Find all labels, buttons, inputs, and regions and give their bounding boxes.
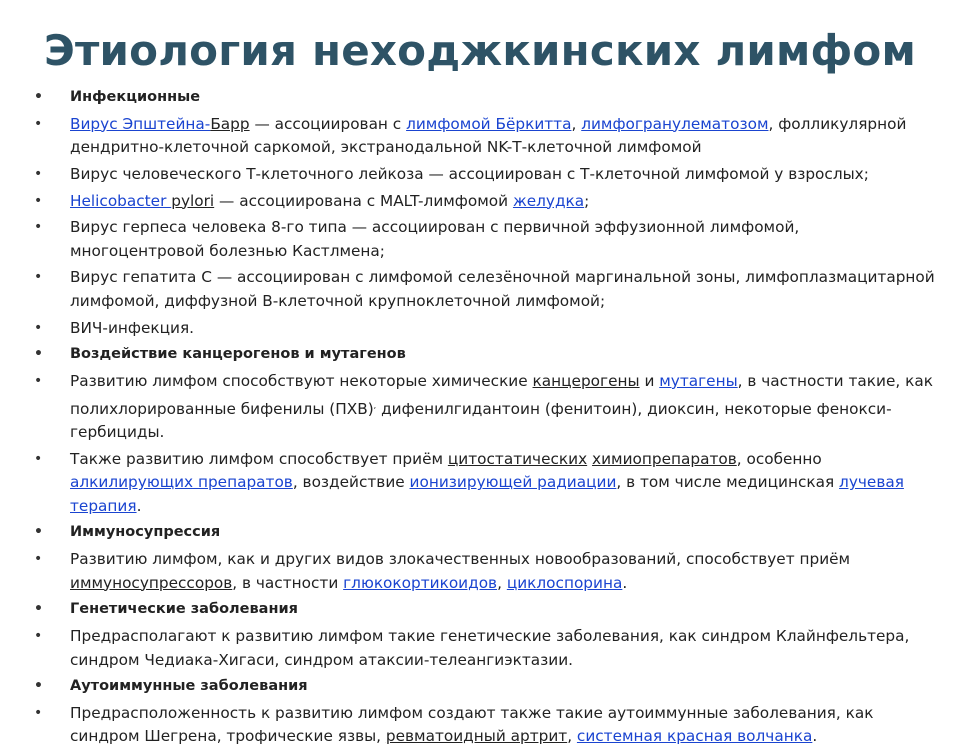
- list-item: [32, 625, 937, 672]
- wiki-link[interactable]: желудка: [512, 191, 585, 210]
- list-item: [32, 548, 937, 595]
- list-item: [32, 113, 937, 160]
- bullet-icon: •: [34, 219, 43, 236]
- bullet-icon: •: [34, 192, 43, 209]
- bullet-icon: •: [34, 551, 43, 568]
- underlined-term[interactable]: pylori: [171, 191, 215, 210]
- list-item: [32, 216, 937, 263]
- wiki-link[interactable]: циклоспорина: [506, 573, 623, 592]
- item-text: ;: [584, 191, 590, 210]
- wiki-link[interactable]: лучевая терапия: [70, 473, 904, 515]
- section-heading: [32, 86, 937, 110]
- item-text: , особенно: [736, 449, 822, 468]
- wiki-link[interactable]: системная красная волчанка: [576, 727, 813, 746]
- superscript-mark: ,: [373, 400, 377, 410]
- underlined-term[interactable]: ревматоидный артрит: [385, 727, 568, 746]
- list-item: [32, 190, 937, 214]
- list-item: [32, 702, 937, 749]
- item-text: Воздействие канцерогенов и мутагенов: [70, 346, 406, 363]
- section-heading: [32, 343, 937, 367]
- item-text: ,: [497, 573, 507, 592]
- bullet-icon: •: [34, 524, 43, 541]
- bullet-icon: •: [34, 450, 43, 467]
- wiki-link[interactable]: алкилирующих препаратов: [70, 473, 293, 492]
- item-text: Развитию лимфом, как и других видов злокачественных новообразований, способствует приём: [70, 550, 851, 569]
- bullet-list: [32, 86, 937, 752]
- wiki-link[interactable]: лимфомой Бёркитта: [406, 114, 572, 133]
- item-text: Иммуносупрессия: [70, 524, 221, 541]
- bullet-icon: •: [34, 346, 43, 363]
- section-heading: [32, 675, 937, 699]
- item-text: Вирус человеческого Т-клеточного лейкоза — ассоциирован с Т-клеточной лимфомой у взрослых;: [70, 164, 869, 183]
- item-text: Развитию лимфом способствуют некоторые химические: [70, 372, 533, 390]
- wiki-link[interactable]: ионизирующей радиации: [409, 473, 617, 492]
- wiki-link[interactable]: лимфогранулематозом: [581, 114, 769, 133]
- bullet-icon: •: [34, 678, 43, 695]
- item-text: .: [622, 573, 628, 592]
- underlined-term[interactable]: иммуносупрессоров: [70, 573, 233, 592]
- item-text: Также развитию лимфом способствует приём: [70, 449, 448, 468]
- item-text: — ассоциирована с MALT-лимфомой: [214, 191, 513, 210]
- bullet-icon: •: [34, 373, 43, 389]
- page-title: Этиология неходжкинских лимфом: [43, 26, 917, 75]
- item-text: Вирус герпеса человека 8-го типа — ассоциирован с первичной эффузионной лимфомой, многоцентровой болезнью Кастлмена;: [70, 218, 800, 260]
- item-text: , в частности: [232, 573, 344, 592]
- item-text: , в частности такие, как полихлорированные бифенилы (ПХВ): [70, 372, 933, 418]
- item-text: ,: [567, 727, 577, 746]
- bullet-icon: •: [34, 269, 43, 286]
- wiki-link[interactable]: Helicobacter: [70, 191, 172, 210]
- bullet-icon: •: [34, 319, 43, 336]
- wiki-link[interactable]: мутагены: [659, 372, 738, 390]
- item-text: ВИЧ-инфекция.: [70, 318, 195, 337]
- list-item: [32, 448, 937, 519]
- section-heading: [32, 598, 937, 622]
- list-item: [32, 317, 937, 341]
- wiki-link[interactable]: глюкокортикоидов: [343, 573, 498, 592]
- underlined-term[interactable]: Барр: [210, 114, 250, 133]
- underlined-term[interactable]: цитостатических: [447, 449, 588, 468]
- bullet-icon: •: [34, 115, 43, 132]
- item-text: , в том числе медицинская: [616, 473, 840, 492]
- wiki-link[interactable]: Вирус Эпштейна-: [70, 114, 211, 133]
- item-text: , фолликулярной дендритно-клеточной саркомой, экстранодальной NK-Т-клеточной лимфомой: [70, 114, 907, 157]
- bullet-icon: •: [34, 704, 43, 721]
- underlined-term[interactable]: канцерогены: [532, 372, 640, 390]
- item-text: Генетические заболевания: [70, 601, 298, 618]
- item-text: Вирус гепатита С — ассоциирован с лимфомой селезёночной маргинальной зоны, лимфоплазмацитарной лимфомой, диффузной В-клеточной крупноклеточной лимфомой;: [70, 268, 935, 310]
- item-text: Аутоиммунные заболевания: [70, 678, 308, 695]
- list-item: [32, 163, 937, 187]
- bullet-icon: •: [34, 628, 43, 645]
- item-text: Предрасположенность к развитию лимфом создают также такие аутоиммунные заболевания, как синдром Шегрена, трофические язвы,: [70, 703, 874, 746]
- list-item: [32, 370, 937, 445]
- bullet-icon: •: [34, 601, 43, 618]
- bullet-icon: •: [34, 165, 43, 182]
- item-text: .: [136, 496, 142, 515]
- item-text: дифенилгидантоин (фенитоин), диоксин, некоторые фенокси-гербициды.: [70, 399, 892, 442]
- underlined-term[interactable]: химиопрепаратов: [592, 449, 737, 468]
- list-item: [32, 266, 937, 313]
- section-heading: [32, 521, 937, 545]
- item-text: , воздействие: [292, 473, 410, 492]
- bullet-icon: •: [34, 89, 43, 105]
- item-text: и: [639, 372, 660, 390]
- item-text: Предрасполагают к развитию лимфом такие генетические заболевания, как синдром Клайнфельтера, синдром Чедиака-Хигаси, синдром атаксии-телеангиэктазии.: [70, 627, 910, 669]
- item-text: .: [812, 727, 818, 746]
- item-text: — ассоциирован с: [249, 114, 407, 133]
- item-text: Инфекционные: [70, 89, 201, 105]
- item-text: ,: [571, 114, 582, 133]
